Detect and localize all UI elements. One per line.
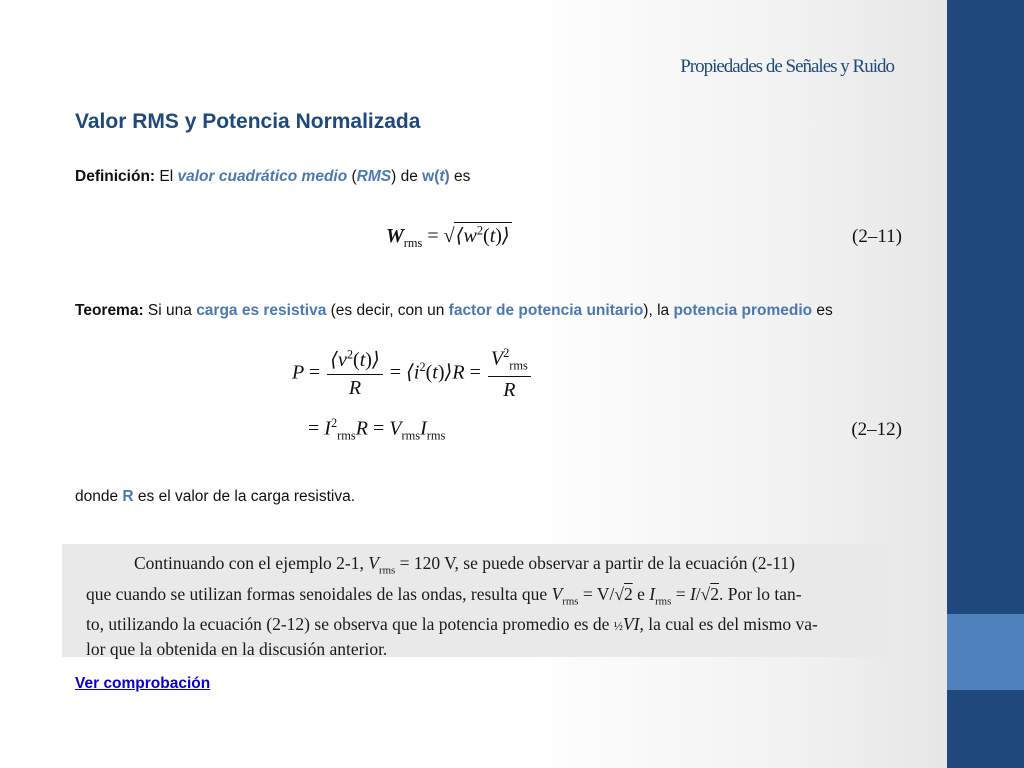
note-line-3: to, utilizando la ecuación (2-12) se observa que la potencia promedio es de ½VI, la cual es del mismo va- <box>86 614 818 634</box>
definition-line: Definición: El valor cuadrático medio (RMS) de w(t) es <box>75 168 471 185</box>
equation-2-12-line2: = $I^2_{rms}R = V_{rms}I_{rms}$ <box>308 416 446 443</box>
term-power-factor: factor de potencia unitario <box>448 302 644 319</box>
term-rms: RMS <box>356 168 392 185</box>
equation-number-2-12: (2–12) <box>851 419 902 440</box>
header-title: Propiedades de Señales y Ruido <box>680 56 894 77</box>
side-accent <box>947 614 1024 690</box>
where-line: donde R es el valor de la carga resistiva. <box>75 488 356 505</box>
example-note-box <box>62 544 890 657</box>
equation-2-11: $W_{rms}$ = $√⟨w^2(t)⟩$ <box>386 223 510 250</box>
term-resistive-load: carga es resistiva <box>196 302 327 319</box>
example-note-text <box>86 552 866 661</box>
term-rms-name: valor cuadrático medio <box>177 168 348 185</box>
term-r: R <box>122 488 134 505</box>
section-title: Valor RMS y Potencia Normalizada <box>75 110 421 133</box>
equation-number-2-11: (2–11) <box>852 226 902 247</box>
definition-label: Definición: <box>75 168 156 185</box>
term-average-power: potencia promedio <box>673 302 813 319</box>
ver-comprobacion-link[interactable]: Ver comprobación <box>75 675 211 692</box>
equation-2-12-line1: P = $\frac{⟨v^2(t)⟩}{R}$ = $⟨i^2(t)⟩R$ = $\frac{V^2_{rms}}{R}$ <box>292 346 533 402</box>
theorem-label: Teorema: <box>75 302 144 319</box>
note-line-2: que cuando se utilizan formas senoidales de las ondas, resulta que $V_{rms} = V/√2$ e $I_{rms} = I/√2$. Por lo tan- <box>86 583 802 607</box>
theorem-line: Teorema: Si una carga es resistiva (es decir, con un factor de potencia unitario), la potencia promedio es <box>75 302 833 319</box>
note-line-4: lor que la obtenida en la discusión anterior. <box>86 639 388 659</box>
note-line-1: Continuando con el ejemplo 2-1, $V_{rms} = 120$ V, se puede observar a partir de la ecuación (2-11) <box>134 553 795 577</box>
